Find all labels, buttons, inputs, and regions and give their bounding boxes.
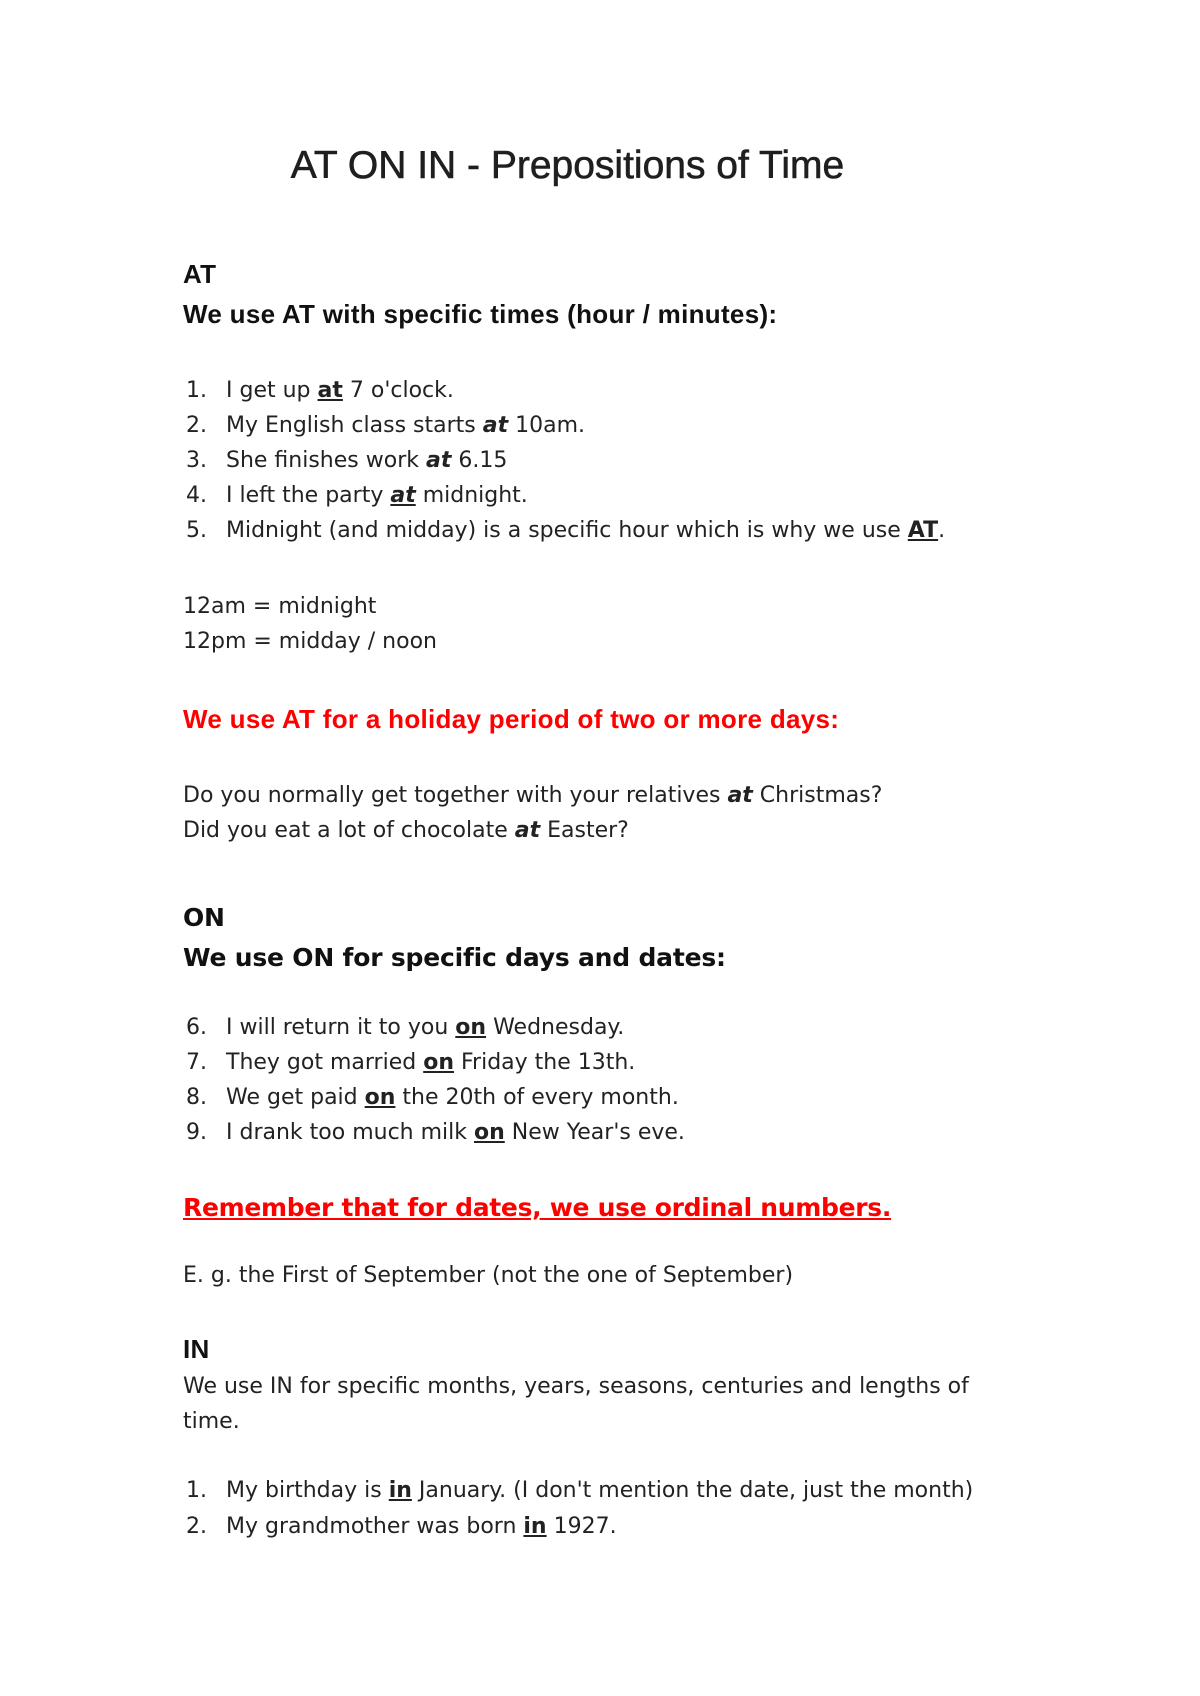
item-text: New Year's eve. (504, 1120, 685, 1145)
item-text: 7 o'clock. (342, 378, 454, 403)
note-midday: 12pm = midday / noon (183, 629, 437, 654)
section-description-in: We use IN for specific months, years, seasons, centuries and lengths of (183, 1374, 969, 1399)
keyword: on (455, 1015, 487, 1040)
item-text: 6.15 (451, 448, 508, 473)
list-number: 2. (186, 1514, 207, 1539)
reminder-note: Remember that for dates, we use ordinal numbers. (183, 1193, 892, 1222)
list-item (186, 1478, 973, 1503)
list-item (186, 1514, 617, 1539)
list-item (186, 448, 507, 473)
section-subheading-on: We use ON for specific days and dates: (183, 943, 726, 972)
example-line: E. g. the First of September (not the one of September) (183, 1263, 794, 1288)
list-item (186, 1120, 685, 1145)
list-number: 1. (186, 1478, 207, 1503)
section-heading-at: AT (183, 259, 217, 289)
list-number: 8. (186, 1085, 207, 1110)
keyword: in (523, 1514, 547, 1539)
item-text: January. (I don't mention the date, just the month) (411, 1478, 974, 1503)
list-item (186, 378, 454, 403)
list-item (186, 413, 585, 438)
item-text: Midnight (and midday) is a specific hour which is why we use (226, 518, 908, 543)
list-number: 4. (186, 483, 207, 508)
item-text: They got married (226, 1050, 424, 1075)
list-number: 3. (186, 448, 207, 473)
keyword: on (423, 1050, 454, 1075)
item-text: 10am. (508, 413, 586, 438)
keyword: at (390, 483, 416, 508)
item-text: I will return it to you (226, 1015, 456, 1040)
list-number: 2. (186, 413, 207, 438)
example-text: Christmas? (752, 783, 883, 808)
list-item (186, 1085, 679, 1110)
section-heading-on: ON (183, 903, 225, 932)
item-text: I left the party (226, 483, 391, 508)
example-text: Did you eat a lot of chocolate (183, 818, 515, 843)
section-subheading-at: We use AT with specific times (hour / minutes): (183, 299, 778, 329)
item-text: My English class starts (226, 413, 483, 438)
list-item (186, 1050, 635, 1075)
keyword: on (364, 1085, 396, 1110)
keyword: in (388, 1478, 412, 1503)
keyword: at (482, 413, 509, 438)
keyword: on (473, 1120, 505, 1145)
item-text: I drank too much milk (226, 1120, 474, 1145)
item-text: My birthday is (226, 1478, 389, 1503)
item-text: Wednesday. (486, 1015, 625, 1040)
keyword: at (514, 818, 541, 843)
item-text: She finishes work (226, 448, 426, 473)
note-midnight: 12am = midnight (183, 594, 377, 619)
keyword: at (727, 783, 753, 808)
keyword: at (317, 378, 343, 403)
list-number: 1. (186, 378, 207, 403)
example-text: Do you normally get together with your relatives (183, 783, 728, 808)
item-text: My grandmother was born (226, 1514, 524, 1539)
example-line (183, 783, 882, 808)
item-text: 1927. (546, 1514, 617, 1539)
page-title: AT ON IN - Prepositions of Time (290, 144, 845, 187)
example-line (183, 818, 629, 843)
list-number: 5. (186, 518, 207, 543)
example-text: Easter? (540, 818, 629, 843)
list-number: 6. (186, 1015, 207, 1040)
list-number: 7. (186, 1050, 207, 1075)
item-text: Friday the 13th. (453, 1050, 636, 1075)
item-text: I get up (226, 378, 318, 403)
list-number: 9. (186, 1120, 207, 1145)
keyword: AT (907, 518, 939, 543)
item-text: midnight. (415, 483, 528, 508)
item-text: the 20th of every month. (395, 1085, 679, 1110)
list-item (186, 518, 945, 543)
section-description-in-cont: time. (183, 1409, 240, 1434)
section-heading-in: IN (183, 1334, 210, 1364)
item-text: . (938, 518, 946, 543)
item-text: We get paid (226, 1085, 365, 1110)
keyword: at (425, 448, 452, 473)
holiday-heading: We use AT for a holiday period of two or more days: (183, 704, 840, 734)
list-item (186, 483, 528, 508)
list-item (186, 1015, 624, 1040)
